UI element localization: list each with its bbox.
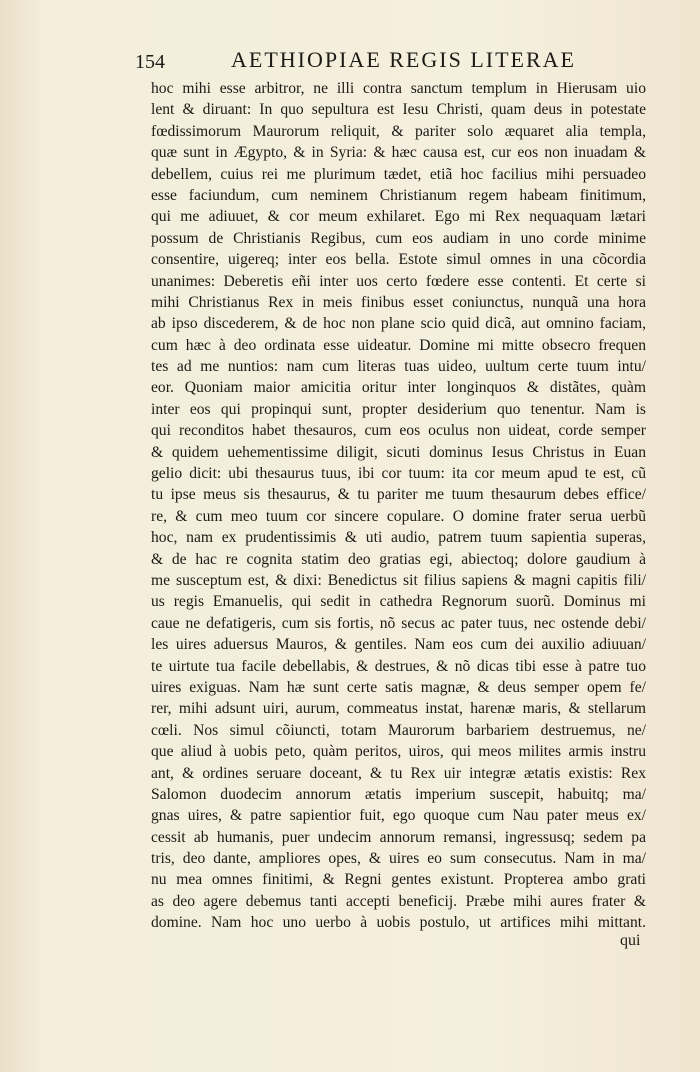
text-line: re, & cum meo tuum cor sincere copulare. O domine frater serua uerbũ <box>151 507 646 525</box>
text-line: tes ad me nuntios: nam cum literas tuas uideo, uultum certe tuum intu/ <box>151 358 646 376</box>
text-line: possum de Christianis Regibus, cum eos audiam in uno corde minime <box>151 229 646 247</box>
catchword: qui <box>620 932 641 949</box>
running-title: AETHIOPIAE REGIS LITERAE <box>231 47 576 72</box>
text-line: caue ne defatigeris, cum sis fortis, nõ secus ac pater tuus, nec ostende debi/ <box>151 614 646 632</box>
text-line: eor. Quoniam maior amicitia oritur inter longinquos & distãtes, quàm <box>151 379 646 397</box>
text-line: lent & diruant: In quo sepultura est Iesu Christi, quam deus in potestate <box>151 101 646 119</box>
text-line: les uires aduersus Mauros, & gentiles. Nam eos cum dei auxilio adiuuan/ <box>151 636 646 654</box>
text-line: & de hac re cognita statim deo gratias egi, abiectoq; dolore gaudium à <box>151 550 646 568</box>
text-line: que aliud à uobis peto, quàm peritos, uiros, qui meos milites armis instru <box>151 743 646 761</box>
text-line: inter eos qui propinqui sunt, propter desiderium quo tenentur. Nam is <box>151 400 646 418</box>
text-line: us regis Emanuelis, qui sedit in cathedra Regnorum suorũ. Dominus mi <box>151 593 646 611</box>
text-line: mihi Christianus Rex in meis finibus esset coniunctus, nunquã una hora <box>151 293 646 311</box>
text-line: as deo agere debemus tanti accepti beneficij. Præbe mihi aures frater & <box>151 892 646 910</box>
body-text <box>151 78 646 934</box>
text-line: cessit ab humanis, puer undecim annorum remansi, ingressusq; sedem pa <box>151 828 646 846</box>
text-line: ant, & ordines seruare doceant, & tu Rex uir integræ ætatis existis: Rex <box>151 764 646 782</box>
text-line: tu ipse meus sis thesaurus, & tu pariter me tuum thesaurum debes effice/ <box>151 486 646 504</box>
text-line: uires exiguas. Nam hæ sunt certe satis magnæ, & deus semper opem fe/ <box>151 678 646 696</box>
text-line: rer, mihi adsunt uiri, aurum, commeatus instat, harenæ maris, & stellarum <box>151 700 646 718</box>
text-line: me susceptum est, & dixi: Benedictus sit filius sapiens & magni capitis fili/ <box>151 571 646 589</box>
text-line: gnas uires, & patre sapientior fuit, ego quoque cum Nau pater meus ex/ <box>151 807 646 825</box>
folio-number: 154 <box>135 51 165 73</box>
text-line: fœdissimorum Maurorum reliquit, & pariter solo æquaret alia templa, <box>151 122 646 140</box>
text-line: unanimes: Deberetis eñi inter uos certo fœdere esse contenti. Et certe si <box>151 272 646 290</box>
text-line: Salomon duodecim annorum ætatis imperium suscepit, habuitq; ma/ <box>151 785 646 803</box>
text-line: hoc mihi esse arbitror, ne illi contra sanctum templum in Hierusam uio <box>151 80 646 97</box>
text-line: esse faciundum, cum neminem Christianum regem habeam finitimum, <box>151 186 646 204</box>
text-line: hoc, nam ex prudentissimis & uti audio, patrem tuum sapientia superas, <box>151 529 646 547</box>
text-line: consentire, uigereq; inter eos bella. Estote simul omnes in una cõcordia <box>151 251 646 269</box>
text-line: qui me adiuuet, & cor meum exhilaret. Ego mi Rex nequaquam lætari <box>151 208 646 226</box>
text-line: cœli. Nos simul cõiuncti, totam Maurorum barbariem destruemus, ne/ <box>151 721 646 739</box>
text-line: te uirtute tua facile debellabis, & destrues, & nõ dicas tibi esse à patre tuo <box>151 657 646 675</box>
text-line: debellem, cuius rei me plurimum tædet, etiã hoc facilius mihi persuadeo <box>151 165 646 183</box>
text-line: nu mea omnes finitimi, & Regni gentes existunt. Propterea ambo grati <box>151 871 646 889</box>
text-line: & quidem uehementissime diligit, sicuti dominus Iesus Christus in Euan <box>151 443 646 461</box>
text-line: qui reconditos habet thesauros, cum eos oculus non uideat, corde semper <box>151 422 646 440</box>
text-line: cum hæc à deo ordinata esse uideatur. Domine mi mitte obsecro frequen <box>151 336 646 354</box>
text-line: gelio dicit: ubi thesaurus tuus, ibi cor tuum: ita cor meum apud te est, cũ <box>151 465 646 483</box>
text-line: tris, deo dante, ampliores opes, & uires eo sum consecutus. Nam in ma/ <box>151 850 646 868</box>
text-line: ab ipso discederem, & de hoc non plane scio quid dicã, aut omnino faciam, <box>151 315 646 333</box>
page-header <box>131 47 651 77</box>
text-line: domine. Nam hoc uno uerbo à uobis postulo, ut artifices mihi mittant. <box>151 914 646 932</box>
text-line: quæ sunt in Ægypto, & in Syria: & hæc causa est, cur eos non inuadam & <box>151 144 646 162</box>
